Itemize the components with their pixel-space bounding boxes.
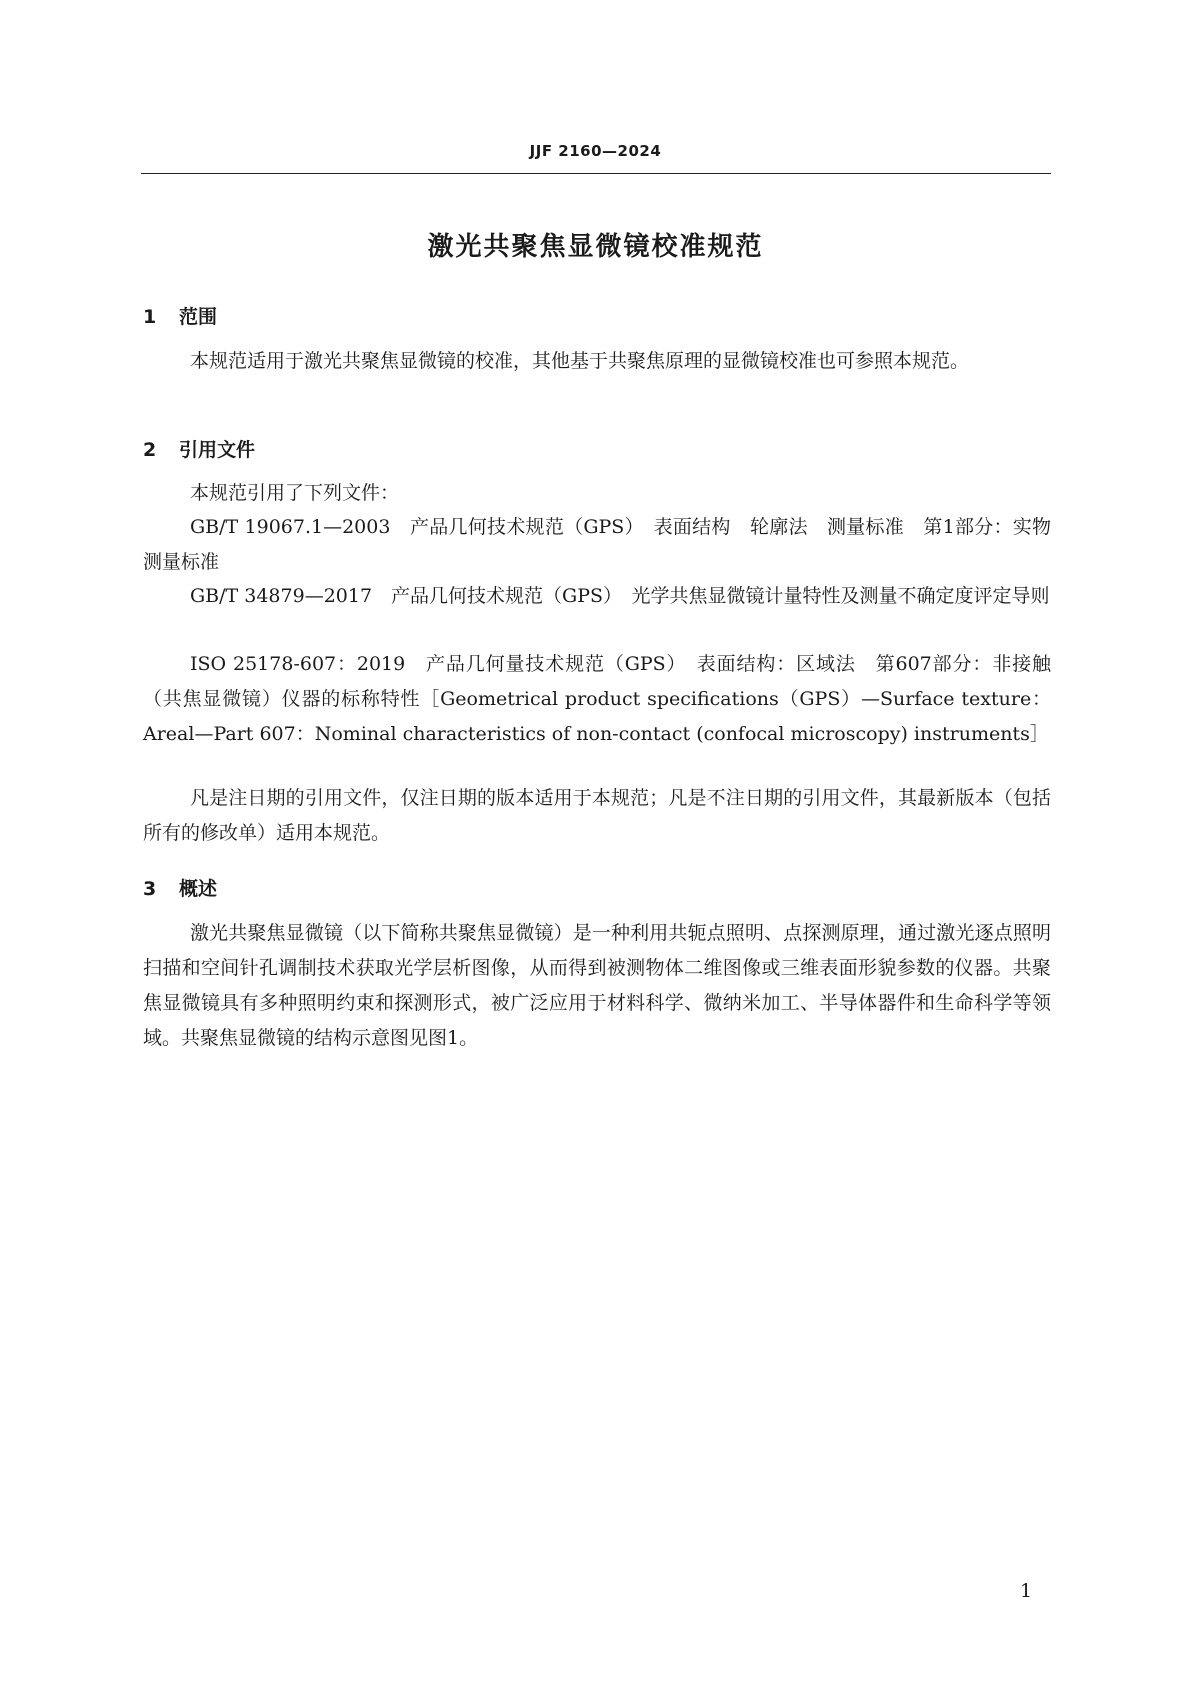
section-title: 概述 xyxy=(179,878,218,900)
header-divider xyxy=(141,173,1051,174)
paragraph-scope: 本规范适用于激光共聚焦显微镜的校准，其他基于共聚焦原理的显微镜校准也可参照本规范。 xyxy=(190,350,970,372)
page-number: 1 xyxy=(1020,1580,1033,1602)
section-heading-references xyxy=(143,435,255,462)
document-code-header: JJF 2160—2024 xyxy=(529,142,662,160)
section-title: 范围 xyxy=(179,306,218,328)
section-heading-scope xyxy=(143,302,217,329)
paragraph-references-intro: 本规范引用了下列文件： xyxy=(190,482,400,504)
reference-gbt-19067: GB/T 19067.1—2003 产品几何技术规范（GPS） 表面结构 轮廓法 测量标准 第1部分：实物测量标准 xyxy=(143,516,1051,573)
document-title: 激光共聚焦显微镜校准规范 xyxy=(427,232,764,262)
paragraph-overview: 激光共聚焦显微镜（以下简称共聚焦显微镜）是一种利用共轭点照明、点探测原理，通过激光逐点照明扫描和空间针孔调制技术获取光学层析图像，从而得到被测物体二维图像或三维表面形貌参数的仪器。共聚焦显微镜具有多种照明约束和探测形式，被广泛应用于材料科学、微纳米加工、半导体器件和生命科学等领域。共聚焦显微镜的结构示意图见图1。 xyxy=(143,922,1051,1049)
section-heading-overview xyxy=(143,874,217,901)
section-number: 2 xyxy=(143,439,157,461)
section-title: 引用文件 xyxy=(179,439,256,461)
reference-gbt-34879: GB/T 34879—2017 产品几何技术规范（GPS） 光学共焦显微镜计量特性及测量不确定度评定导则 xyxy=(190,585,1050,607)
section-number: 3 xyxy=(143,878,157,900)
paragraph-references-dating-note: 凡是注日期的引用文件，仅注日期的版本适用于本规范；凡是不注日期的引用文件，其最新版本（包括所有的修改单）适用本规范。 xyxy=(143,787,1051,844)
section-number: 1 xyxy=(143,306,157,328)
reference-iso-25178-607: ISO 25178-607：2019 产品几何量技术规范（GPS） 表面结构：区域法 第607部分：非接触（共焦显微镜）仪器的标称特性［Geometrical product specifications（GPS）—Surface texture：Areal—Part 607：Nominal characteristics of non-contact (confocal microscopy) instruments］ xyxy=(143,653,1051,745)
